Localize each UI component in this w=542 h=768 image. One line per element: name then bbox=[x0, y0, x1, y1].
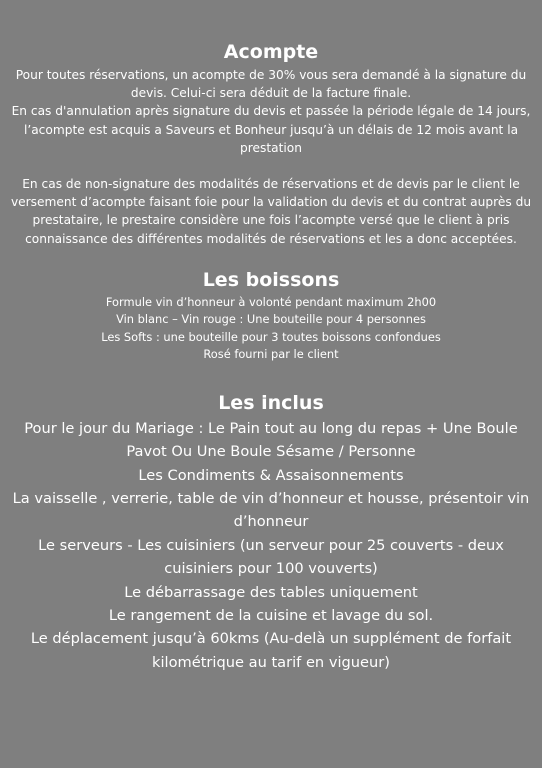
boissons-line: Les Softs : une bouteille pour 3 toutes boissons confondues bbox=[101, 329, 441, 344]
inclus-line: Le déplacement jusqu’à 60kms (Au-delà un supplément de forfait kilométrique au tarif en vigueur) bbox=[30, 630, 512, 671]
boissons-line: Formule vin d’honneur à volonté pendant maximum 2h00 bbox=[105, 294, 437, 309]
inclus-line: Le rangement de la cuisine et lavage du sol. bbox=[108, 607, 434, 625]
inclus-line: Les Condiments & Assaisonnements bbox=[138, 466, 404, 484]
acompte-section bbox=[8, 38, 534, 248]
boissons-section bbox=[8, 266, 534, 364]
inclus-title: Les inclus bbox=[218, 391, 324, 414]
acompte-paragraph-non-signature: En cas de non-signature des modalités de réservations et de devis par le client le versement d’acompte faisant foie pour la validation du devis et du contrat auprès du prestataire, le prestaire considère une fois l’acompte versé que le client à pris connaissance des différentes modalités de réservations et les a donc acceptées. bbox=[10, 177, 532, 246]
document-page bbox=[8, 38, 534, 674]
acompte-paragraph-deposit: Pour toutes réservations, un acompte de 30% vous sera demandé à la signature du devis. Celui-ci sera déduit de la facture finale. bbox=[15, 68, 527, 101]
boissons-title: Les boissons bbox=[202, 268, 340, 291]
inclus-line: Le serveurs - Les cuisiniers (un serveur pour 25 couverts - deux cuisiniers pour 100 vouverts) bbox=[38, 536, 504, 578]
boissons-line: Rosé fourni par le client bbox=[203, 347, 339, 362]
inclus-line: Pour le jour du Mariage : Le Pain tout au long du repas + Une Boule Pavot Ou Une Boule Sésame / Personne bbox=[24, 419, 518, 461]
inclus-line: La vaisselle , verrerie, table de vin d’honneur et housse, présentoir vin d’honneur bbox=[12, 490, 530, 531]
paragraph-spacer bbox=[8, 157, 534, 175]
boissons-line: Vin blanc – Vin rouge : Une bouteille pour 4 personnes bbox=[116, 312, 426, 327]
acompte-title: Acompte bbox=[223, 41, 319, 63]
inclus-line: Le débarrassage des tables uniquement bbox=[124, 583, 418, 601]
acompte-paragraph-cancellation: En cas d'annulation après signature du devis et passée la période légale de 14 jours, l’acompte est acquis a Saveurs et Bonheur jusqu’à un délais de 12 mois avant la prestation bbox=[11, 104, 531, 155]
inclus-section bbox=[8, 389, 534, 674]
